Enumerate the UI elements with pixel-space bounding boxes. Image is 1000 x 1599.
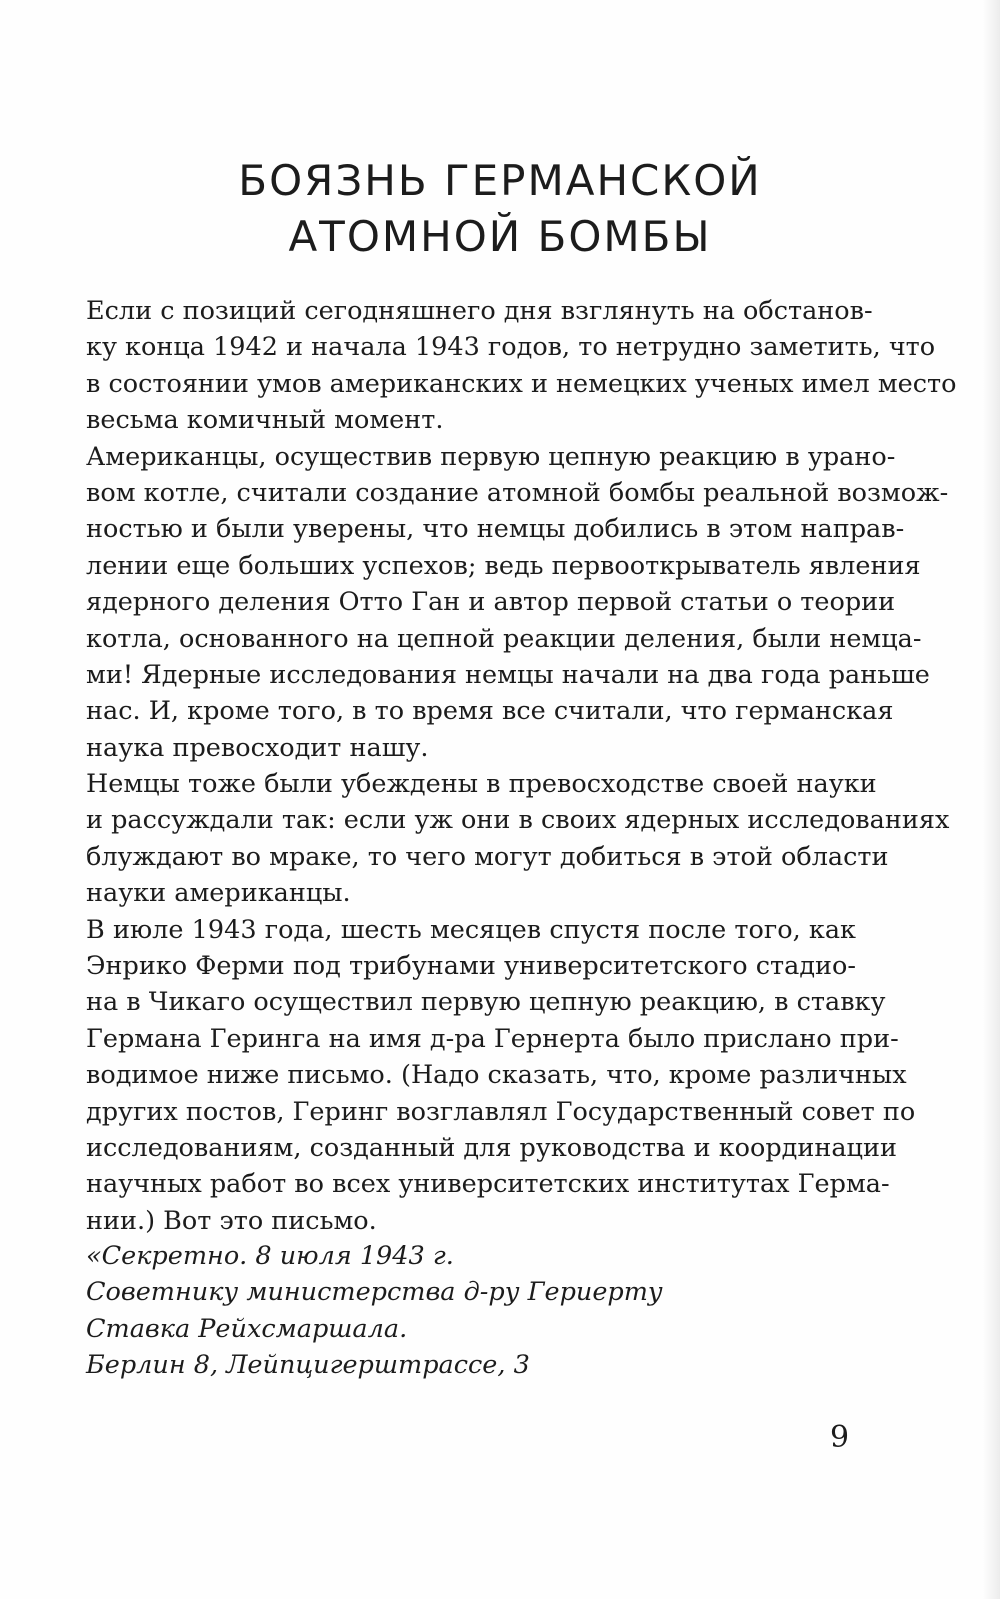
text-line: Германа Геринга на имя д-ра Гернерта было прислано при- xyxy=(86,1023,899,1054)
text-line: весьма комичный момент. xyxy=(86,405,444,436)
paragraph-3 xyxy=(86,766,950,912)
letter-line: Советнику министерства д-ру Гериерту xyxy=(86,1277,663,1308)
text-line: лении еще больших успехов; ведь первооткрыватель явления xyxy=(86,550,921,581)
text-line: В июле 1943 года, шесть месяцев спустя после того, как xyxy=(86,914,856,945)
text-line: на в Чикаго осуществил первую цепную реакцию, в ставку xyxy=(86,987,886,1018)
text-line: и рассуждали так: если уж они в своих ядерных исследованиях xyxy=(86,805,950,836)
text-line: в состоянии умов американских и немецких ученых имел место xyxy=(86,368,957,399)
letter-line: Ставка Рейхсмаршала. xyxy=(86,1313,408,1344)
text-line: науки американцы. xyxy=(86,878,351,909)
paragraph-4 xyxy=(86,912,916,1240)
text-line: блуждают во мраке, то чего могут добиться в этой области xyxy=(86,841,889,872)
text-line: Энрико Ферми под трибунами университетского стадио- xyxy=(86,951,856,982)
text-line: ку конца 1942 и начала 1943 годов, то нетрудно заметить, что xyxy=(86,332,936,363)
letter-header xyxy=(86,1238,663,1384)
text-line: Американцы, осуществив первую цепную реакцию в урано- xyxy=(86,441,896,472)
text-line: научных работ во всех университетских институтах Герма- xyxy=(86,1169,890,1200)
letter-line: Берлин 8, Лейпцигерштрассе, 3 xyxy=(86,1350,530,1381)
body-text xyxy=(86,293,957,1239)
text-line: ностью и были уверены, что немцы добились в этом направ- xyxy=(86,514,905,545)
paragraph-2 xyxy=(86,439,949,767)
text-line: Немцы тоже были убеждены в превосходстве своей науки xyxy=(86,769,877,800)
paragraph-1 xyxy=(86,293,957,439)
text-line: других постов, Геринг возглавлял Государственный совет по xyxy=(86,1096,916,1127)
chapter-title-line-1: БОЯЗНЬ ГЕРМАНСКОЙ xyxy=(238,156,762,205)
text-line: вом котле, считали создание атомной бомбы реальной возмож- xyxy=(86,477,949,508)
text-line: наука превосходит нашу. xyxy=(86,732,429,763)
text-line: исследованиям, созданный для руководства и координации xyxy=(86,1132,897,1163)
text-line: нас. И, кроме того, в то время все считали, что германская xyxy=(86,696,894,727)
text-line: ми! Ядерные исследования немцы начали на два года раньше xyxy=(86,659,930,690)
page-number: 9 xyxy=(830,1420,850,1455)
chapter-title-line-2: АТОМНОЙ БОМБЫ xyxy=(288,212,712,261)
text-line: нии.) Вот это письмо. xyxy=(86,1205,377,1236)
text-line: водимое ниже письмо. (Надо сказать, что, кроме различных xyxy=(86,1060,907,1091)
text-line: котла, основанного на цепной реакции деления, были немца- xyxy=(86,623,922,654)
letter-line: «Секретно. 8 июля 1943 г. xyxy=(86,1241,454,1271)
text-line: ядерного деления Отто Ган и автор первой статьи о теории xyxy=(86,587,896,618)
chapter-title xyxy=(0,153,1000,265)
text-line: Если с позиций сегодняшнего дня взглянуть на обстанов- xyxy=(86,296,873,326)
